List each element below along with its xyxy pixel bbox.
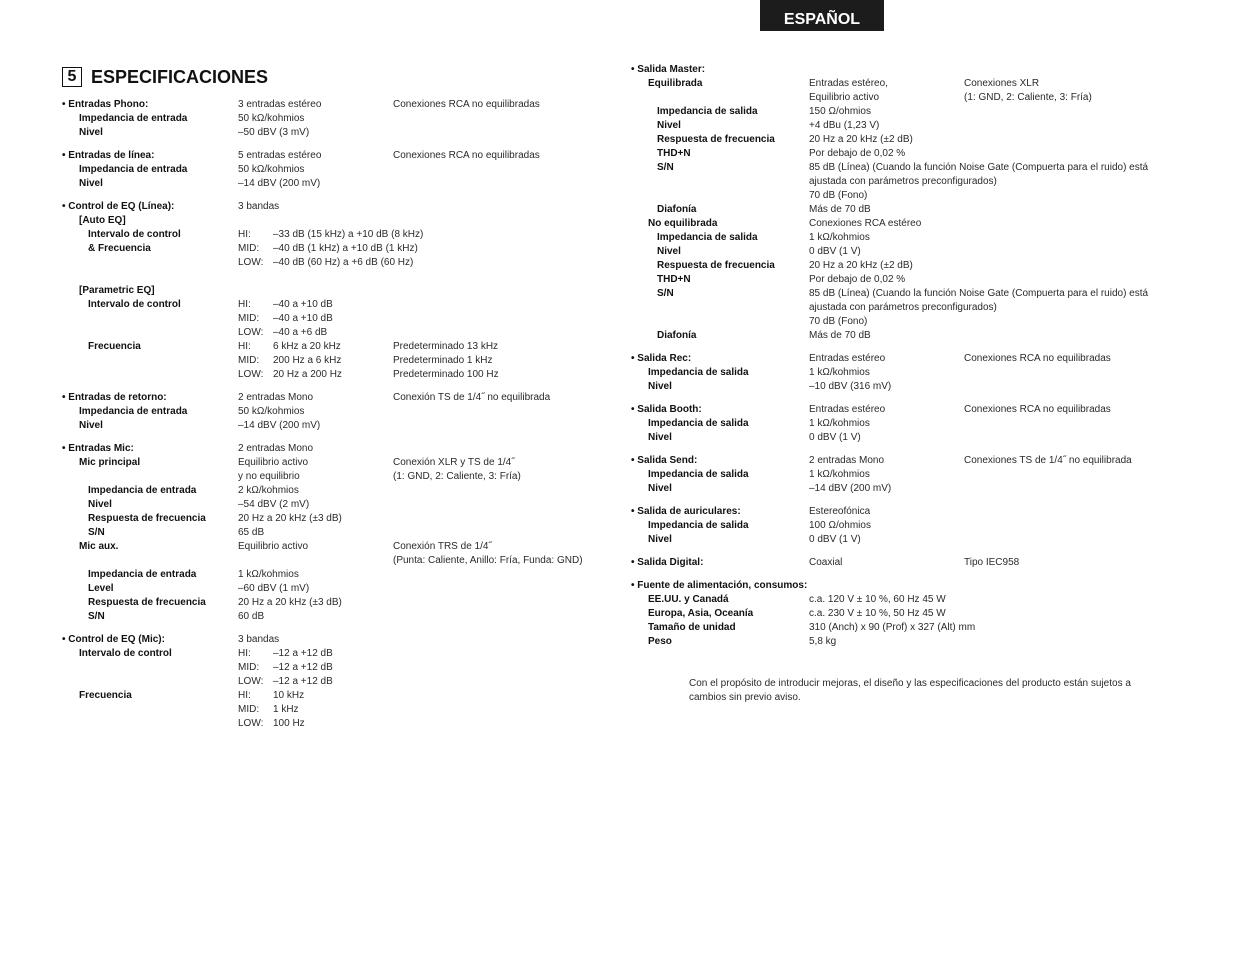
spec-value bbox=[238, 498, 309, 512]
section-heading bbox=[62, 66, 268, 88]
spec-value-text: 6 kHz a 20 kHz bbox=[273, 341, 341, 352]
spec-label: Impedancia de entrada bbox=[79, 164, 188, 175]
spec-label: • Entradas de línea: bbox=[62, 150, 155, 161]
spec-value-text: 0 dBV (1 V) bbox=[809, 534, 861, 545]
band-key: MID: bbox=[238, 243, 260, 254]
spec-value-text: 310 (Anch) x 90 (Prof) x 327 (Alt) mm bbox=[809, 622, 976, 633]
spec-value-text: 20 Hz a 20 kHz (±3 dB) bbox=[238, 597, 342, 608]
spec-value bbox=[809, 621, 975, 635]
spec-label: Nivel bbox=[648, 483, 672, 494]
spec-value-text: –40 dB (60 Hz) a +6 dB (60 Hz) bbox=[273, 257, 414, 268]
spec-value-text: 1 kΩ/kohmios bbox=[809, 232, 870, 243]
spec-value-text: 50 kΩ/kohmios bbox=[238, 406, 305, 417]
spec-connection: Conexiones RCA no equilibradas bbox=[393, 99, 540, 110]
spec-label: Diafonía bbox=[657, 330, 697, 341]
spec-label: Impedancia de salida bbox=[648, 469, 749, 480]
spec-label: • Control de EQ (Mic): bbox=[62, 634, 165, 645]
spec-value bbox=[809, 147, 905, 161]
spec-value bbox=[238, 568, 299, 582]
spec-value-text: 2 entradas Mono bbox=[809, 455, 885, 466]
band-key: LOW: bbox=[238, 327, 264, 338]
spec-label: Respuesta de frecuencia bbox=[657, 134, 775, 145]
spec-value-text: 1 kΩ/kohmios bbox=[238, 569, 299, 580]
spec-label: • Entradas Mic: bbox=[62, 443, 134, 454]
spec-connection: Conexión TS de 1/4˝ no equilibrada bbox=[393, 392, 551, 403]
spec-value bbox=[238, 526, 264, 540]
spec-value bbox=[238, 717, 305, 731]
spec-label: [Auto EQ] bbox=[79, 215, 126, 226]
spec-value-text: 5 entradas estéreo bbox=[238, 150, 322, 161]
spec-label: • Salida Digital: bbox=[631, 557, 704, 568]
spec-value-text: 2 kΩ/kohmios bbox=[238, 485, 299, 496]
spec-value bbox=[809, 119, 879, 133]
spec-label: Peso bbox=[648, 636, 672, 647]
spec-value bbox=[238, 149, 321, 163]
spec-value-text: 20 Hz a 20 kHz (±2 dB) bbox=[809, 260, 913, 271]
spec-connection: Conexiones RCA no equilibradas bbox=[964, 404, 1111, 415]
spec-value bbox=[238, 442, 313, 456]
band-key: HI: bbox=[238, 341, 251, 352]
spec-value-text: 0 dBV (1 V) bbox=[809, 246, 861, 257]
spec-label: Level bbox=[88, 583, 114, 594]
spec-value bbox=[238, 112, 304, 126]
spec-value-text: 50 kΩ/kohmios bbox=[238, 164, 305, 175]
spec-value-text: –60 dBV (1 mV) bbox=[238, 583, 310, 594]
spec-value-text: 200 Hz a 6 kHz bbox=[273, 355, 342, 366]
spec-connection: Predeterminado 1 kHz bbox=[393, 355, 493, 366]
spec-value-text: 5,8 kg bbox=[809, 636, 837, 647]
spec-value bbox=[809, 607, 946, 621]
spec-value-text: 85 dB (Línea) (Cuando la función Noise Gate (Compuerta para el ruido) está bbox=[809, 288, 1149, 299]
spec-value-text: Equilibrio activo bbox=[809, 92, 880, 103]
spec-value-text: Más de 70 dB bbox=[809, 330, 871, 341]
spec-value-text: ajustada con parámetros preconfigurados) bbox=[809, 176, 997, 187]
spec-value bbox=[238, 163, 304, 177]
spec-value bbox=[238, 177, 320, 191]
spec-label: • Salida Master: bbox=[631, 64, 706, 75]
spec-value bbox=[809, 556, 842, 570]
spec-value bbox=[238, 326, 327, 340]
spec-label: Nivel bbox=[79, 178, 103, 189]
spec-label: Nivel bbox=[648, 381, 672, 392]
spec-label: S/N bbox=[657, 288, 674, 299]
spec-value bbox=[809, 482, 891, 496]
language-tab bbox=[760, 0, 884, 31]
spec-value-text: –14 dBV (200 mV) bbox=[238, 178, 321, 189]
spec-value-text: Entradas estéreo bbox=[809, 404, 886, 415]
spec-value bbox=[809, 315, 867, 329]
spec-value-text: 1 kHz bbox=[273, 704, 299, 715]
spec-value-text: 70 dB (Fono) bbox=[809, 316, 868, 327]
spec-label: Equilibrada bbox=[648, 78, 703, 89]
spec-value-text: ajustada con parámetros preconfigurados) bbox=[809, 302, 997, 313]
spec-value-text: Entradas estéreo bbox=[809, 353, 886, 364]
spec-label: • Entradas de retorno: bbox=[62, 392, 167, 403]
spec-value bbox=[809, 259, 913, 273]
spec-value-text: Más de 70 dB bbox=[809, 204, 871, 215]
spec-value-text: Conexiones RCA estéreo bbox=[809, 218, 922, 229]
spec-value-text: Entradas estéreo, bbox=[809, 78, 888, 89]
spec-value bbox=[238, 228, 423, 242]
spec-value bbox=[809, 245, 861, 259]
spec-value bbox=[809, 366, 870, 380]
spec-connection: Conexión TRS de 1/4˝ bbox=[393, 541, 492, 552]
spec-value-text: 20 Hz a 20 kHz (±2 dB) bbox=[809, 134, 913, 145]
spec-label: Impedancia de salida bbox=[648, 367, 749, 378]
spec-value bbox=[809, 161, 1148, 175]
spec-label: EE.UU. y Canadá bbox=[648, 594, 729, 605]
spec-value bbox=[238, 256, 413, 270]
band-key: MID: bbox=[238, 355, 260, 366]
band-key: LOW: bbox=[238, 718, 264, 729]
spec-value bbox=[809, 301, 997, 315]
spec-value bbox=[238, 484, 299, 498]
spec-label: Respuesta de frecuencia bbox=[88, 513, 206, 524]
spec-value-text: 0 dBV (1 V) bbox=[809, 432, 861, 443]
spec-label: No equilibrada bbox=[648, 218, 718, 229]
spec-label: S/N bbox=[88, 527, 105, 538]
spec-label: Impedancia de entrada bbox=[88, 485, 197, 496]
spec-value bbox=[238, 610, 264, 624]
spec-value bbox=[238, 391, 313, 405]
spec-value-text: 20 Hz a 200 Hz bbox=[273, 369, 342, 380]
spec-value bbox=[809, 287, 1148, 301]
spec-value-text: 3 bandas bbox=[238, 634, 280, 645]
spec-value-text: Estereofónica bbox=[809, 506, 871, 517]
spec-value bbox=[238, 647, 333, 661]
spec-connection: Conexión XLR y TS de 1/4˝ bbox=[393, 457, 515, 468]
spec-connection: Conexiones TS de 1/4˝ no equilibrada bbox=[964, 455, 1132, 466]
spec-value-text: –12 a +12 dB bbox=[273, 676, 333, 687]
spec-label: Impedancia de salida bbox=[657, 106, 758, 117]
spec-value bbox=[809, 635, 836, 649]
spec-value-text: 10 kHz bbox=[273, 690, 305, 701]
spec-value bbox=[809, 217, 921, 231]
spec-value-text: –40 a +10 dB bbox=[273, 299, 333, 310]
band-key: MID: bbox=[238, 704, 260, 715]
spec-label: Tamaño de unidad bbox=[648, 622, 736, 633]
section-number: 5 bbox=[62, 67, 82, 87]
spec-value-text: 1 kΩ/kohmios bbox=[809, 469, 870, 480]
spec-label: Impedancia de entrada bbox=[79, 406, 188, 417]
spec-value-text: –12 a +12 dB bbox=[273, 648, 333, 659]
spec-connection: (1: GND, 2: Caliente, 3: Fría) bbox=[393, 471, 521, 482]
spec-label: Nivel bbox=[79, 127, 103, 138]
spec-value bbox=[238, 298, 333, 312]
spec-value-text: –50 dBV (3 mV) bbox=[238, 127, 310, 138]
spec-value bbox=[809, 329, 871, 343]
spec-value bbox=[809, 519, 871, 533]
spec-value bbox=[238, 126, 309, 140]
spec-value-text: Por debajo de 0,02 % bbox=[809, 148, 906, 159]
spec-value bbox=[809, 454, 884, 468]
spec-value-text: c.a. 230 V ± 10 %, 50 Hz 45 W bbox=[809, 608, 946, 619]
spec-value bbox=[809, 417, 870, 431]
spec-label: Impedancia de entrada bbox=[88, 569, 197, 580]
spec-connection: Conexiones XLR bbox=[964, 78, 1040, 89]
spec-value bbox=[238, 419, 320, 433]
band-key: HI: bbox=[238, 299, 251, 310]
spec-value bbox=[809, 533, 861, 547]
band-key: LOW: bbox=[238, 676, 264, 687]
spec-value-text: 150 Ω/ohmios bbox=[809, 106, 871, 117]
spec-value-text: 1 kΩ/kohmios bbox=[809, 418, 870, 429]
spec-value-text: –33 dB (15 kHz) a +10 dB (8 kHz) bbox=[273, 229, 424, 240]
spec-label: • Salida Rec: bbox=[631, 353, 692, 364]
spec-label: • Salida Send: bbox=[631, 455, 698, 466]
spec-value bbox=[809, 105, 871, 119]
spec-label: Nivel bbox=[79, 420, 103, 431]
spec-value-text: c.a. 120 V ± 10 %, 60 Hz 45 W bbox=[809, 594, 946, 605]
spec-value bbox=[238, 200, 279, 214]
spec-label: Europa, Asia, Oceanía bbox=[648, 608, 754, 619]
spec-value bbox=[809, 175, 997, 189]
spec-label: Impedancia de salida bbox=[657, 232, 758, 243]
spec-value-text: y no equilibrio bbox=[238, 471, 300, 482]
spec-label: THD+N bbox=[657, 148, 691, 159]
spec-connection: (1: GND, 2: Caliente, 3: Fría) bbox=[964, 92, 1092, 103]
spec-label: Respuesta de frecuencia bbox=[657, 260, 775, 271]
spec-value-text: Equilibrio activo bbox=[238, 541, 309, 552]
spec-value-text: 50 kΩ/kohmios bbox=[238, 113, 305, 124]
spec-value bbox=[809, 231, 870, 245]
spec-connection: Predeterminado 100 Hz bbox=[393, 369, 499, 380]
spec-value bbox=[809, 593, 946, 607]
band-key: HI: bbox=[238, 648, 251, 659]
spec-label: Diafonía bbox=[657, 204, 697, 215]
spec-label: • Entradas Phono: bbox=[62, 99, 149, 110]
spec-value-text: –12 a +12 dB bbox=[273, 662, 333, 673]
spec-label: Frecuencia bbox=[79, 690, 132, 701]
spec-value-text: 1 kΩ/kohmios bbox=[809, 367, 870, 378]
spec-label: Nivel bbox=[88, 499, 112, 510]
spec-value-text: Por debajo de 0,02 % bbox=[809, 274, 906, 285]
spec-label: [Parametric EQ] bbox=[79, 285, 155, 296]
spec-value bbox=[809, 352, 885, 366]
spec-value bbox=[238, 633, 279, 647]
language-tab-label: ESPAÑOL bbox=[783, 11, 861, 28]
spec-value-text: 3 entradas estéreo bbox=[238, 99, 322, 110]
spec-label: Intervalo de control bbox=[88, 229, 181, 240]
spec-connection: Conexiones RCA no equilibradas bbox=[393, 150, 540, 161]
spec-label: Impedancia de salida bbox=[648, 418, 749, 429]
spec-value bbox=[809, 273, 905, 287]
spec-connection: Predeterminado 13 kHz bbox=[393, 341, 499, 352]
spec-label: • Fuente de alimentación, consumos: bbox=[631, 580, 808, 591]
spec-value-text: –14 dBV (200 mV) bbox=[809, 483, 892, 494]
spec-value-text: 2 entradas Mono bbox=[238, 443, 314, 454]
spec-value bbox=[809, 380, 891, 394]
spec-label: S/N bbox=[657, 162, 674, 173]
spec-value-text: –10 dBV (316 mV) bbox=[809, 381, 892, 392]
spec-value-text: 3 bandas bbox=[238, 201, 280, 212]
spec-label: • Salida de auriculares: bbox=[631, 506, 741, 517]
spec-value-text: +4 dBu (1,23 V) bbox=[809, 120, 880, 131]
spec-value-text: 2 entradas Mono bbox=[238, 392, 314, 403]
spec-connection: Conexiones RCA no equilibradas bbox=[964, 353, 1111, 364]
spec-value-text: 20 Hz a 20 kHz (±3 dB) bbox=[238, 513, 342, 524]
spec-label: THD+N bbox=[657, 274, 691, 285]
band-key: LOW: bbox=[238, 369, 264, 380]
spec-value bbox=[238, 689, 304, 703]
band-key: HI: bbox=[238, 229, 251, 240]
spec-label: Mic aux. bbox=[79, 541, 119, 552]
spec-value-text: 60 dB bbox=[238, 611, 265, 622]
spec-value bbox=[238, 340, 341, 354]
spec-value bbox=[809, 77, 888, 91]
band-key: HI: bbox=[238, 690, 251, 701]
spec-connection: Tipo IEC958 bbox=[964, 557, 1020, 568]
spec-value-text: 70 dB (Fono) bbox=[809, 190, 868, 201]
spec-value bbox=[238, 312, 333, 326]
spec-value bbox=[809, 431, 861, 445]
spec-value-text: Coaxial bbox=[809, 557, 843, 568]
spec-value bbox=[238, 405, 304, 419]
spec-value bbox=[238, 368, 342, 382]
spec-label: • Control de EQ (Línea): bbox=[62, 201, 175, 212]
spec-label: & Frecuencia bbox=[88, 243, 151, 254]
spec-value-text: –54 dBV (2 mV) bbox=[238, 499, 310, 510]
spec-value-text: 100 Ω/ohmios bbox=[809, 520, 871, 531]
spec-value bbox=[238, 98, 321, 112]
spec-value bbox=[238, 675, 333, 689]
spec-value bbox=[809, 91, 879, 105]
band-key: LOW: bbox=[238, 257, 264, 268]
spec-label: Nivel bbox=[648, 432, 672, 443]
spec-value bbox=[238, 540, 308, 554]
spec-value-text: –14 dBV (200 mV) bbox=[238, 420, 321, 431]
spec-label: Impedancia de salida bbox=[648, 520, 749, 531]
spec-label: Mic principal bbox=[79, 457, 141, 468]
spec-value bbox=[809, 403, 885, 417]
band-key: MID: bbox=[238, 662, 260, 673]
spec-value bbox=[238, 456, 308, 470]
spec-label: • Salida Booth: bbox=[631, 404, 702, 415]
spec-value bbox=[238, 512, 342, 526]
spec-value-text: 65 dB bbox=[238, 527, 265, 538]
spec-value bbox=[238, 354, 341, 368]
spec-value bbox=[809, 468, 870, 482]
spec-label: Respuesta de frecuencia bbox=[88, 597, 206, 608]
spec-value bbox=[238, 470, 300, 484]
spec-label: Intervalo de control bbox=[79, 648, 172, 659]
spec-label: Nivel bbox=[657, 246, 681, 257]
spec-label: Nivel bbox=[648, 534, 672, 545]
spec-value bbox=[809, 133, 913, 147]
spec-label: Nivel bbox=[657, 120, 681, 131]
spec-value-text: –40 dB (1 kHz) a +10 dB (1 kHz) bbox=[273, 243, 418, 254]
spec-connection: (Punta: Caliente, Anillo: Fría, Funda: GND) bbox=[393, 555, 583, 566]
spec-value bbox=[809, 189, 867, 203]
spec-value-text: Equilibrio activo bbox=[238, 457, 309, 468]
disclaimer-note: Con el propósito de introducir mejoras, el diseño y las especificaciones del producto están sujetos a cambios sin previo aviso. bbox=[689, 678, 1131, 703]
spec-value-text: –40 a +10 dB bbox=[273, 313, 333, 324]
band-key: MID: bbox=[238, 313, 260, 324]
spec-value bbox=[238, 596, 342, 610]
spec-value bbox=[238, 661, 333, 675]
spec-label: Intervalo de control bbox=[88, 299, 181, 310]
spec-value-text: –40 a +6 dB bbox=[273, 327, 328, 338]
spec-value bbox=[238, 703, 299, 717]
page-title: ESPECIFICACIONES bbox=[91, 66, 269, 87]
spec-label: Frecuencia bbox=[88, 341, 141, 352]
spec-value-text: 85 dB (Línea) (Cuando la función Noise Gate (Compuerta para el ruido) está bbox=[809, 162, 1149, 173]
spec-label: S/N bbox=[88, 611, 105, 622]
spec-label: Impedancia de entrada bbox=[79, 113, 188, 124]
spec-value bbox=[809, 505, 870, 519]
spec-value-text: 100 Hz bbox=[273, 718, 305, 729]
spec-value bbox=[238, 582, 309, 596]
spec-value bbox=[238, 242, 418, 256]
spec-value bbox=[809, 203, 871, 217]
